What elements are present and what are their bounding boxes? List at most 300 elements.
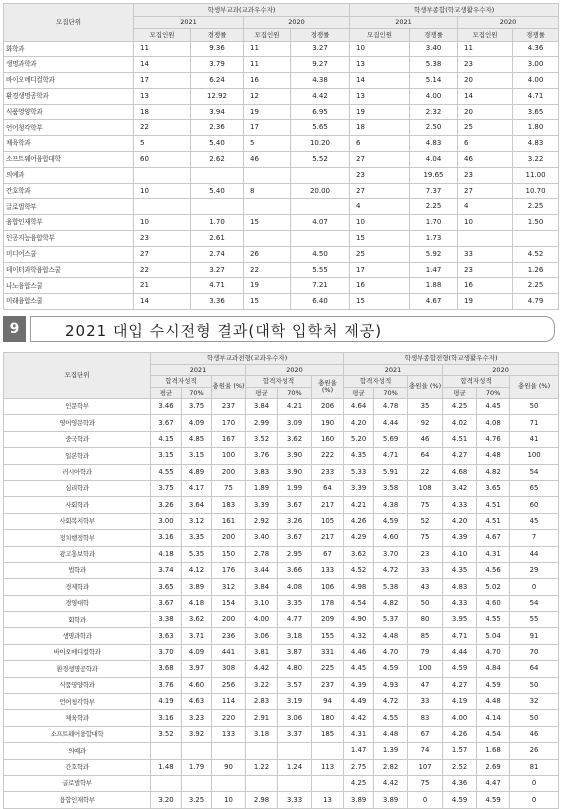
table-row — [4, 183, 559, 199]
table-cell: 4.26 — [344, 513, 374, 529]
table-cell: 4.79 — [513, 294, 559, 310]
table-cell: 2.74 — [191, 246, 244, 262]
table-cell: 4.35 — [344, 448, 374, 464]
row-label: 인문학부 — [4, 399, 151, 415]
table-cell: 29 — [510, 562, 559, 578]
table-cell: 2.25 — [513, 199, 559, 215]
table-cell: 22 — [408, 464, 443, 480]
table-cell: 5.33 — [344, 464, 374, 480]
table-cell: 4.84 — [477, 661, 510, 677]
table-cell: 13 — [350, 57, 410, 73]
table-row — [4, 562, 559, 578]
table-cell: 64 — [312, 480, 344, 496]
table-cell: 4.09 — [182, 644, 212, 660]
col-header: 모집인원 — [350, 29, 410, 42]
table-cell: 80 — [408, 612, 443, 628]
table-cell: 83 — [408, 710, 443, 726]
table-cell: 4.10 — [443, 546, 477, 562]
table-cell: 3.89 — [344, 792, 374, 808]
table-cell: 3.74 — [151, 562, 182, 578]
table-cell: 16 — [458, 278, 513, 294]
table-cell: 4.48 — [477, 448, 510, 464]
table-cell: 225 — [312, 661, 344, 677]
table-cell: 5.20 — [344, 431, 374, 447]
table-cell: 5.91 — [374, 464, 408, 480]
table-cell: 92 — [408, 415, 443, 431]
table-cell: 3.67 — [151, 415, 182, 431]
table-cell: 190 — [312, 415, 344, 431]
table-row — [4, 775, 559, 791]
table-cell: 2.92 — [246, 513, 278, 529]
table-cell: 11 — [244, 41, 291, 57]
table-cell: 4.60 — [182, 677, 212, 693]
table-cell: 3.89 — [374, 792, 408, 808]
table-row — [4, 73, 559, 89]
table-cell: 160 — [312, 431, 344, 447]
corner-header: 모집단위 — [4, 4, 134, 42]
table-cell: 3.27 — [291, 41, 350, 57]
table-cell: 60 — [510, 497, 559, 513]
table-cell: 155 — [312, 628, 344, 644]
table-cell: 14 — [350, 73, 410, 89]
section-number: 9 — [3, 316, 26, 342]
table-row — [4, 759, 559, 775]
results-table-bottom — [3, 352, 559, 809]
table-cell: 4.59 — [477, 677, 510, 693]
table-cell: 3.94 — [191, 104, 244, 120]
table-cell: 33 — [458, 246, 513, 262]
table-cell: 1.70 — [410, 215, 458, 231]
table-row — [4, 215, 559, 231]
table-cell: 2.25 — [513, 278, 559, 294]
stat-header: 70% — [182, 387, 212, 399]
table-cell: 4.71 — [374, 448, 408, 464]
table-cell: 4.33 — [443, 595, 477, 611]
table-row — [4, 579, 559, 595]
table-cell: 22 — [134, 120, 191, 136]
table-cell: 206 — [312, 399, 344, 415]
table-cell: 0 — [510, 579, 559, 595]
table-cell: 1.99 — [278, 480, 312, 496]
table-cell — [244, 199, 291, 215]
sub-header: 충원율 (%) — [510, 376, 559, 399]
table-cell: 3.70 — [151, 644, 182, 660]
group-header: 학생부교과전형(교과우수자) — [151, 353, 344, 365]
table-cell: 7.21 — [291, 278, 350, 294]
table-cell: 4.31 — [344, 726, 374, 742]
table-cell: 2.62 — [191, 152, 244, 168]
table-cell: 19 — [350, 104, 410, 120]
table-cell: 4.68 — [443, 464, 477, 480]
table-cell: 4.76 — [477, 431, 510, 447]
table-cell: 4.45 — [477, 399, 510, 415]
table-cell: 3.66 — [278, 562, 312, 578]
table-row — [4, 104, 559, 120]
table-cell: 180 — [312, 710, 344, 726]
sub-header: 합격자성적 — [246, 376, 312, 388]
row-label: 언어청각학부 — [4, 694, 151, 710]
stat-header: 평균 — [246, 387, 278, 399]
table-cell — [134, 167, 191, 183]
table-cell: 4.31 — [477, 546, 510, 562]
table-cell: 4.93 — [374, 677, 408, 693]
table-cell: 17 — [244, 120, 291, 136]
row-label: 간호학과 — [4, 759, 151, 775]
col-header: 모집인원 — [134, 29, 191, 42]
table-cell: 4.32 — [344, 628, 374, 644]
table-cell: 19 — [458, 294, 513, 310]
table-cell: 3.87 — [278, 644, 312, 660]
table-cell: 3.75 — [151, 480, 182, 496]
table-cell: 4.82 — [374, 595, 408, 611]
table-cell: 2.32 — [410, 104, 458, 120]
table-cell: 200 — [212, 464, 246, 480]
table-cell: 5.69 — [374, 431, 408, 447]
table-cell: 3.00 — [151, 513, 182, 529]
table-cell — [134, 199, 191, 215]
table-cell: 5.52 — [291, 152, 350, 168]
table-cell — [212, 743, 246, 759]
table-cell: 23 — [458, 262, 513, 278]
table-cell: 3.65 — [477, 480, 510, 496]
table-cell: 5.40 — [191, 136, 244, 152]
table-cell: 217 — [312, 530, 344, 546]
table-cell: 170 — [212, 415, 246, 431]
table-cell: 4.56 — [477, 562, 510, 578]
stat-header: 70% — [477, 387, 510, 399]
table-cell: 3.83 — [246, 464, 278, 480]
table-cell: 46 — [408, 431, 443, 447]
row-label: 소프트웨어융합대학 — [4, 152, 134, 168]
table-cell: 6 — [458, 136, 513, 152]
table-cell: 52 — [408, 513, 443, 529]
year-header: 2020 — [244, 16, 350, 29]
table-cell: 50 — [510, 399, 559, 415]
row-label: 식품영양학과 — [4, 104, 134, 120]
table-cell: 4.17 — [182, 480, 212, 496]
table-cell — [182, 743, 212, 759]
table-cell: 23 — [134, 231, 191, 247]
table-cell: 100 — [510, 448, 559, 464]
table-cell — [191, 199, 244, 215]
table-cell: 0 — [510, 792, 559, 808]
table-cell: 3.16 — [151, 530, 182, 546]
table-cell: 3.95 — [443, 612, 477, 628]
table-cell: 150 — [212, 546, 246, 562]
table-cell: 4.04 — [410, 152, 458, 168]
table-cell: 3.40 — [410, 41, 458, 57]
table-row — [4, 262, 559, 278]
table-cell: 4.39 — [443, 530, 477, 546]
table-cell: 4.08 — [477, 415, 510, 431]
table-cell: 43 — [408, 579, 443, 595]
table-cell: 4.48 — [374, 726, 408, 742]
table-cell: 3.23 — [182, 710, 212, 726]
table-cell: 4.19 — [151, 694, 182, 710]
table-row — [4, 710, 559, 726]
row-label: 중국학과 — [4, 431, 151, 447]
col-header: 모집인원 — [244, 29, 291, 42]
table-cell: 233 — [312, 464, 344, 480]
table-cell: 4.54 — [477, 726, 510, 742]
table-cell: 133 — [212, 726, 246, 742]
table-cell: 65 — [510, 480, 559, 496]
table-cell: 441 — [212, 644, 246, 660]
table-cell: 167 — [212, 431, 246, 447]
table-cell — [278, 743, 312, 759]
table-cell: 3.38 — [151, 612, 182, 628]
row-label: 언어청각학부 — [4, 120, 134, 136]
results-table-top — [3, 3, 559, 310]
year-header: 2020 — [443, 364, 559, 376]
row-label: 의예과 — [4, 743, 151, 759]
table-cell: 4.63 — [182, 694, 212, 710]
table-cell: 4.55 — [374, 710, 408, 726]
table-cell: 3.62 — [344, 546, 374, 562]
stat-header: 평균 — [443, 387, 477, 399]
table-cell: 178 — [312, 595, 344, 611]
year-header: 2021 — [151, 364, 246, 376]
table-cell: 3.06 — [246, 628, 278, 644]
table-cell: 10.20 — [291, 136, 350, 152]
table-cell: 4.98 — [344, 579, 374, 595]
table-row — [4, 726, 559, 742]
year-header: 2020 — [246, 364, 344, 376]
table-cell: 5 — [244, 136, 291, 152]
table-cell: 6 — [350, 136, 410, 152]
table-cell: 154 — [212, 595, 246, 611]
table-cell — [291, 231, 350, 247]
row-label: 생명과학과 — [4, 628, 151, 644]
table-cell: 4.19 — [443, 694, 477, 710]
table-cell: 4.00 — [410, 88, 458, 104]
table-cell: 26 — [510, 743, 559, 759]
table-cell: 4.59 — [443, 792, 477, 808]
table-cell: 5 — [134, 136, 191, 152]
row-label: 바이오메디컬학과 — [4, 644, 151, 660]
table-cell: 5.38 — [374, 579, 408, 595]
table-cell: 4.72 — [374, 694, 408, 710]
table-cell: 2.75 — [344, 759, 374, 775]
table-cell: 4.71 — [443, 628, 477, 644]
table-cell: 4.90 — [344, 612, 374, 628]
table-cell: 2.50 — [410, 120, 458, 136]
table-cell: 3.44 — [246, 562, 278, 578]
table-cell: 18 — [134, 104, 191, 120]
table-cell: 6.40 — [291, 294, 350, 310]
table-cell: 19 — [244, 104, 291, 120]
row-label: 융합인재학부 — [4, 215, 134, 231]
table-cell: 4.78 — [374, 399, 408, 415]
table-cell: 5.35 — [182, 546, 212, 562]
table-body — [4, 41, 559, 310]
row-label: 글로벌학부 — [4, 775, 151, 791]
table-cell: 4.80 — [278, 661, 312, 677]
table-cell: 2.78 — [246, 546, 278, 562]
table-cell: 75 — [408, 775, 443, 791]
table-cell: 75 — [408, 530, 443, 546]
table-cell: 12.92 — [191, 88, 244, 104]
table-cell: 54 — [510, 595, 559, 611]
table-cell: 14 — [134, 57, 191, 73]
table-row — [4, 513, 559, 529]
table-cell: 9.36 — [191, 41, 244, 57]
row-label: 소프트웨어융합대학 — [4, 726, 151, 742]
table-cell: 64 — [408, 448, 443, 464]
table-cell: 3.52 — [246, 431, 278, 447]
table-cell: 106 — [312, 579, 344, 595]
table-cell: 2.25 — [410, 199, 458, 215]
row-label: 광고홍보학과 — [4, 546, 151, 562]
table-cell: 4.20 — [344, 415, 374, 431]
table-cell: 2.83 — [246, 694, 278, 710]
table-cell: 3.36 — [191, 294, 244, 310]
table-cell: 10 — [350, 41, 410, 57]
row-label: 인공지능융합학부 — [4, 231, 134, 247]
section-title: 2021 대입 수시전형 결과(대학 입학처 제공) — [65, 322, 383, 340]
table-row — [4, 399, 559, 415]
table-cell: 4.51 — [477, 513, 510, 529]
table-row — [4, 278, 559, 294]
table-cell: 3.37 — [278, 726, 312, 742]
table-cell: 3.00 — [513, 57, 559, 73]
table-cell: 4.00 — [246, 612, 278, 628]
row-label: 체육학과 — [4, 710, 151, 726]
table-cell: 4.09 — [182, 415, 212, 431]
table-cell: 4.51 — [443, 431, 477, 447]
table-cell: 16 — [244, 73, 291, 89]
table-cell: 4.67 — [410, 294, 458, 310]
table-cell: 22 — [244, 262, 291, 278]
table-cell: 3.15 — [151, 448, 182, 464]
row-label: 생명과학과 — [4, 57, 134, 73]
table-cell: 3.46 — [151, 399, 182, 415]
table-cell: 161 — [212, 513, 246, 529]
table-cell: 4.89 — [182, 464, 212, 480]
table-cell: 4.07 — [291, 215, 350, 231]
table-row — [4, 415, 559, 431]
table-cell: 1.79 — [182, 759, 212, 775]
table-cell: 100 — [408, 661, 443, 677]
table-cell: 2.91 — [246, 710, 278, 726]
table-cell: 64 — [510, 661, 559, 677]
table-cell — [291, 199, 350, 215]
table-cell: 4.21 — [278, 399, 312, 415]
table-cell: 312 — [212, 579, 246, 595]
table-row — [4, 120, 559, 136]
table-cell: 3.84 — [246, 579, 278, 595]
table-cell: 4.60 — [477, 595, 510, 611]
table-cell: 27 — [458, 183, 513, 199]
table-cell: 91 — [510, 628, 559, 644]
table-cell: 46 — [510, 726, 559, 742]
table-cell: 4.21 — [344, 497, 374, 513]
table-cell: 200 — [212, 612, 246, 628]
table-cell: 3.90 — [278, 448, 312, 464]
table-row — [4, 167, 559, 183]
table-cell: 23 — [408, 546, 443, 562]
table-cell: 3.19 — [278, 694, 312, 710]
table-cell: 11 — [134, 41, 191, 57]
table-cell: 2.99 — [246, 415, 278, 431]
table-cell: 1.48 — [151, 759, 182, 775]
table-cell: 3.65 — [151, 579, 182, 595]
table-cell: 10.70 — [513, 183, 559, 199]
table-cell: 60 — [134, 152, 191, 168]
row-label: 미디어스쿨 — [4, 246, 134, 262]
table-cell: 3.89 — [182, 579, 212, 595]
table-cell: 3.26 — [278, 513, 312, 529]
table-cell: 67 — [408, 726, 443, 742]
table-cell: 5.40 — [191, 183, 244, 199]
table-cell: 4.14 — [477, 710, 510, 726]
row-label: 미래융합스쿨 — [4, 294, 134, 310]
corner-header: 모집단위 — [4, 353, 151, 399]
section-heading — [3, 316, 555, 342]
table-cell: 33 — [408, 562, 443, 578]
table-cell: 75 — [212, 480, 246, 496]
col-header: 경쟁률 — [410, 29, 458, 42]
row-label: 나노융합스쿨 — [4, 278, 134, 294]
table-row — [4, 480, 559, 496]
table-cell: 4.55 — [477, 612, 510, 628]
row-label: 체육학과 — [4, 136, 134, 152]
table-cell: 4.12 — [182, 562, 212, 578]
table-cell: 55 — [510, 612, 559, 628]
table-cell: 79 — [408, 644, 443, 660]
table-row — [4, 431, 559, 447]
table-cell: 13 — [134, 88, 191, 104]
table-cell: 71 — [510, 415, 559, 431]
table-cell: 50 — [510, 710, 559, 726]
table-cell: 35 — [408, 399, 443, 415]
table-cell: 308 — [212, 661, 246, 677]
table-cell: 4.27 — [443, 448, 477, 464]
table-cell: 4.71 — [513, 88, 559, 104]
table-cell: 4.15 — [151, 431, 182, 447]
table-cell: 1.57 — [443, 743, 477, 759]
table-cell: 23 — [350, 167, 410, 183]
table-cell: 5.04 — [477, 628, 510, 644]
table-cell: 70 — [510, 644, 559, 660]
row-label: 법학과 — [4, 562, 151, 578]
table-body — [4, 399, 559, 809]
table-row — [4, 497, 559, 513]
table-cell: 5.92 — [410, 246, 458, 262]
table-cell: 4.25 — [344, 775, 374, 791]
table-cell: 3.81 — [246, 644, 278, 660]
table-cell: 3.16 — [151, 710, 182, 726]
row-label: 화학과 — [4, 41, 134, 57]
table-cell: 3.42 — [443, 480, 477, 496]
table-cell: 4.42 — [291, 88, 350, 104]
row-label: 회학과 — [4, 612, 151, 628]
table-cell: 3.97 — [182, 661, 212, 677]
table-cell: 4.35 — [443, 562, 477, 578]
table-cell: 10 — [458, 215, 513, 231]
table-cell: 209 — [312, 612, 344, 628]
table-cell: 185 — [312, 726, 344, 742]
table-cell: 3.92 — [182, 726, 212, 742]
table-cell: 20 — [458, 73, 513, 89]
table-cell: 15 — [350, 231, 410, 247]
table-cell: 27 — [350, 183, 410, 199]
table-cell: 3.18 — [278, 628, 312, 644]
group-header: 학생부종합(학교생활우수자) — [350, 4, 559, 17]
table-cell: 4.71 — [191, 278, 244, 294]
table-cell: 4.77 — [278, 612, 312, 628]
table-cell: 3.62 — [182, 612, 212, 628]
